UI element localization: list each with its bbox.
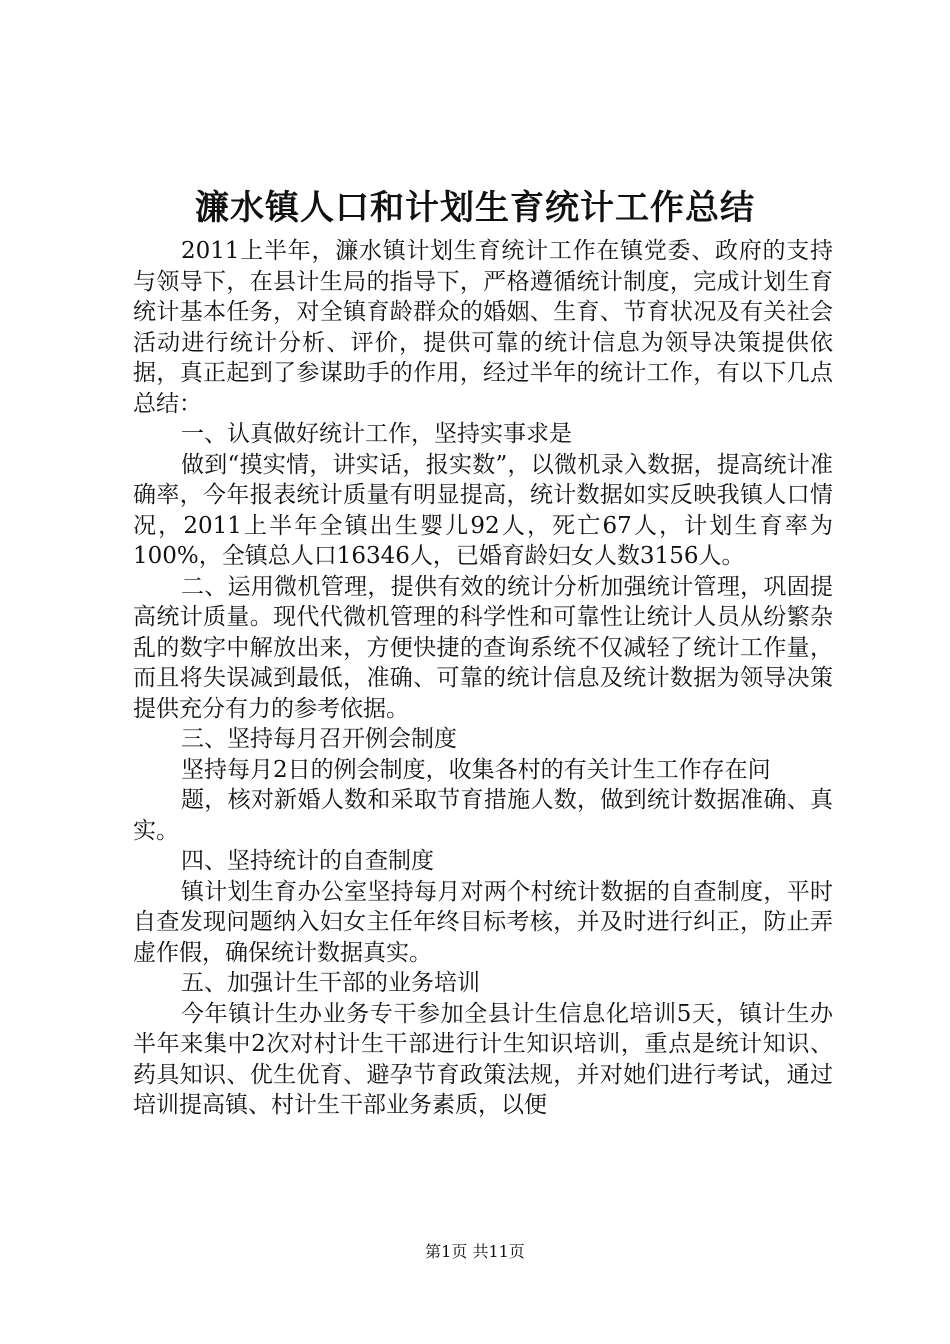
paragraph-section-1: 做到“摸实情，讲实话，报实数”，以微机录入数据，提高统计准确率，今年报表统计质量有明显提高，统计数据如实反映我镇人口情况，2011上半年全镇出生婴儿92人，死亡67人，计划生育率为100%，全镇总人口16346人，已婚育龄妇女人数3156人。: [133, 451, 833, 569]
section-heading-5: 五、加强计生干部的业务培训: [181, 970, 480, 996]
paragraph-section-3-part-2: 题，核对新婚人数和采取节育措施人数，做到统计数据准确、真实。: [133, 787, 833, 844]
section-heading-1: 一、认真做好统计工作，坚持实事求是: [181, 421, 572, 447]
paragraph-section-4: 镇计划生育办公室坚持每月对两个村统计数据的自查制度，平时自查发现问题纳入妇女主任年终目标考核，并及时进行纠正，防止弄虚作假，确保统计数据真实。: [133, 878, 833, 966]
document-body: [133, 236, 833, 1121]
section-heading-4: 四、坚持统计的自查制度: [181, 848, 434, 874]
section-heading-3: 三、坚持每月召开例会制度: [181, 726, 457, 752]
paragraph-section-3-part-1: 坚持每月2日的例会制度，收集各村的有关计生工作存在问: [181, 756, 771, 783]
paragraph-section-5: 今年镇计生办业务专干参加全县计生信息化培训5天，镇计生办半年来集中2次对村计生干部进行计生知识培训，重点是统计知识、药具知识、优生优育、避孕节育政策法规，并对她们进行考试，通过培训提高镇、村计生干部业务素质，以便: [133, 1000, 833, 1118]
document-title: 濂水镇人口和计划生育统计工作总结: [195, 188, 755, 228]
paragraph-section-2: 二、运用微机管理，提供有效的统计分析加强统计管理，巩固提高统计质量。现代代微机管理的科学性和可靠性让统计人员从纷繁杂乱的数字中解放出来，方便快捷的查询系统不仅减轻了统计工作量，而且将失误减到最低，准确、可靠的统计信息及统计数据为领导决策提供充分有力的参考依据。: [133, 573, 833, 722]
paragraph-intro: 2011上半年，濂水镇计划生育统计工作在镇党委、政府的支持与领导下，在县计生局的指导下，严格遵循统计制度，完成计划生育统计基本任务，对全镇育龄群众的婚姻、生育、节育状况及有关社会活动进行统计分析、评价，提供可靠的统计信息为领导决策提供依据，真正起到了参谋助手的作用，经过半年的统计工作，有以下几点总结：: [133, 238, 833, 417]
page-footer: 第1页 共11页: [425, 1242, 525, 1261]
